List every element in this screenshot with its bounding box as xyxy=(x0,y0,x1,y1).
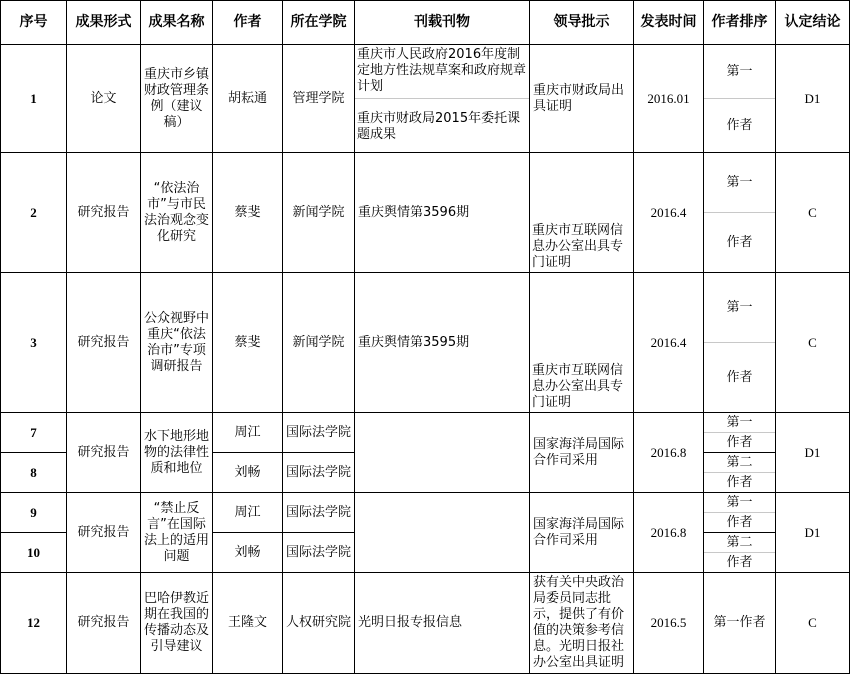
author-rank-line: 作者 xyxy=(704,98,775,152)
publication-item xyxy=(355,413,530,493)
conclusion-value: D1 xyxy=(776,45,850,153)
college-name: 国际法学院 xyxy=(283,453,355,493)
approval-text: 重庆市财政局出具证明 xyxy=(530,45,634,153)
author-rank-cell xyxy=(704,153,776,273)
approval-text: 国家海洋局国际合作司采用 xyxy=(530,493,634,573)
achievement-title: “禁止反言”在国际法上的适用问题 xyxy=(141,493,213,573)
author-rank-line: 作者 xyxy=(704,552,775,572)
header-cell-conclusion: 认定结论 xyxy=(776,1,850,45)
author-rank-cell xyxy=(704,413,776,453)
author-rank-line: 第一 xyxy=(726,174,753,190)
achievement-form: 研究报告 xyxy=(67,573,141,674)
author-rank: 第一作者 xyxy=(704,573,776,674)
author-rank-line: 第二 xyxy=(726,454,753,470)
publication-item: 重庆市财政局2015年委托课题成果 xyxy=(355,98,529,152)
row-number: 2 xyxy=(1,153,67,273)
publish-date: 2016.01 xyxy=(634,45,704,153)
college-name: 国际法学院 xyxy=(283,413,355,453)
author-rank-line: 第一 xyxy=(726,414,753,430)
author-name: 王隆文 xyxy=(213,573,283,674)
author-name: 刘畅 xyxy=(213,453,283,493)
author-rank-line: 第一 xyxy=(726,494,753,510)
row-number: 1 xyxy=(1,45,67,153)
table-row xyxy=(1,153,850,273)
approval-cell xyxy=(530,153,634,273)
college-name: 新闻学院 xyxy=(283,153,355,273)
author-rank-cell xyxy=(704,533,776,573)
publish-date: 2016.4 xyxy=(634,153,704,273)
row-number: 8 xyxy=(1,453,67,493)
achievement-form: 研究报告 xyxy=(67,493,141,573)
achievement-title: “依法治市”与市民法治观念变化研究 xyxy=(141,153,213,273)
publication-cell xyxy=(355,45,530,153)
header-row xyxy=(1,1,850,45)
author-rank-cell xyxy=(704,273,776,413)
approval-text: 重庆市互联网信息办公室出具专门证明 xyxy=(532,363,624,410)
header-cell-approval: 领导批示 xyxy=(530,1,634,45)
publish-date: 2016.4 xyxy=(634,273,704,413)
author-name: 刘畅 xyxy=(213,533,283,573)
publish-date: 2016.8 xyxy=(634,413,704,493)
author-name: 蔡斐 xyxy=(213,273,283,413)
author-rank-line: 作者 xyxy=(704,512,775,532)
author-rank-line: 作者 xyxy=(704,472,775,492)
publication-item xyxy=(355,493,530,573)
row-number: 12 xyxy=(1,573,67,674)
achievement-title: 巴哈伊教近期在我国的传播动态及引导建议 xyxy=(141,573,213,674)
table-row xyxy=(1,573,850,674)
header-cell-title: 成果名称 xyxy=(141,1,213,45)
row-number: 9 xyxy=(1,493,67,533)
approval-text: 国家海洋局国际合作司采用 xyxy=(530,413,634,493)
table-row xyxy=(1,493,850,533)
publish-date: 2016.8 xyxy=(634,493,704,573)
header-cell-rank: 作者排序 xyxy=(704,1,776,45)
achievement-form: 研究报告 xyxy=(67,413,141,493)
header-cell-publication: 刊载刊物 xyxy=(355,1,530,45)
author-rank-line: 第一 xyxy=(726,63,753,79)
approval-text: 重庆市互联网信息办公室出具专门证明 xyxy=(532,223,624,270)
college-name: 国际法学院 xyxy=(283,493,355,533)
achievement-form: 研究报告 xyxy=(67,153,141,273)
conclusion-value: D1 xyxy=(776,493,850,573)
author-name: 周江 xyxy=(213,493,283,533)
conclusion-value: D1 xyxy=(776,413,850,493)
header-cell-date: 发表时间 xyxy=(634,1,704,45)
header-cell-college: 所在学院 xyxy=(283,1,355,45)
author-rank-cell xyxy=(704,453,776,493)
achievement-title: 水下地形地物的法律性质和地位 xyxy=(141,413,213,493)
publication-item: 光明日报专报信息 xyxy=(355,573,530,674)
achievement-title: 公众视野中重庆“依法治市”专项调研报告 xyxy=(141,273,213,413)
publication-item: 重庆市人民政府2016年度制定地方性法规草案和政府规章计划 xyxy=(357,47,527,94)
achievement-form: 论文 xyxy=(67,45,141,153)
publication-item: 重庆舆情第3595期 xyxy=(355,273,530,413)
header-cell-author: 作者 xyxy=(213,1,283,45)
college-name: 人权研究院 xyxy=(283,573,355,674)
author-rank-line: 第二 xyxy=(726,534,753,550)
college-name: 管理学院 xyxy=(283,45,355,153)
header-cell-form: 成果形式 xyxy=(67,1,141,45)
table-row xyxy=(1,273,850,413)
publish-date: 2016.5 xyxy=(634,573,704,674)
author-rank-cell xyxy=(704,493,776,533)
author-rank-line: 作者 xyxy=(704,432,775,452)
author-name: 周江 xyxy=(213,413,283,453)
college-name: 国际法学院 xyxy=(283,533,355,573)
college-name: 新闻学院 xyxy=(283,273,355,413)
conclusion-value: C xyxy=(776,153,850,273)
author-rank-line: 作者 xyxy=(704,212,775,272)
row-number: 3 xyxy=(1,273,67,413)
author-name: 蔡斐 xyxy=(213,153,283,273)
header-cell-no: 序号 xyxy=(1,1,67,45)
author-rank-line: 第一 xyxy=(726,299,753,315)
publication-item: 重庆舆情第3596期 xyxy=(355,153,530,273)
conclusion-value: C xyxy=(776,273,850,413)
approval-text: 获有关中央政治局委员同志批示，提供了有价值的决策参考信息。光明日报社办公室出具证明 xyxy=(530,573,634,674)
author-name: 胡耘通 xyxy=(213,45,283,153)
row-number: 10 xyxy=(1,533,67,573)
approval-cell xyxy=(530,273,634,413)
row-number: 7 xyxy=(1,413,67,453)
table-row xyxy=(1,45,850,153)
achievement-form: 研究报告 xyxy=(67,273,141,413)
table-row xyxy=(1,413,850,453)
author-rank-cell xyxy=(704,45,776,153)
achievement-title: 重庆市乡镇财政管理条例（建议稿） xyxy=(141,45,213,153)
conclusion-value: C xyxy=(776,573,850,674)
author-rank-line: 作者 xyxy=(704,342,775,412)
